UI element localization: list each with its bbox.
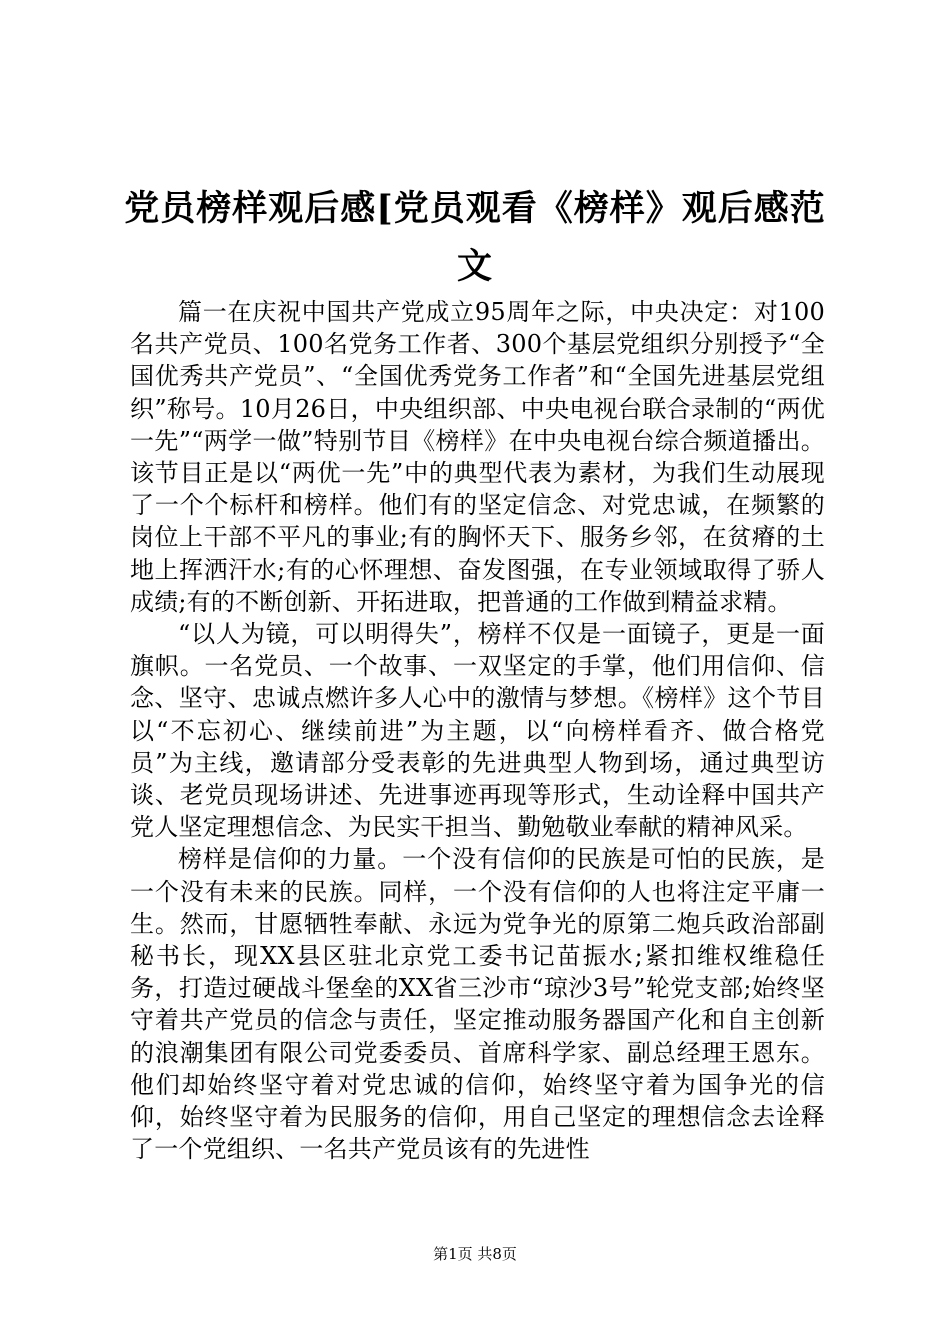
page-footer xyxy=(0,1244,950,1264)
paragraph-3: 榜样是信仰的力量。一个没有信仰的民族是可怕的民族，是一个没有未来的民族。同样，一个没有信仰的人也将注定平庸一生。然而，甘愿牺牲奉献、永远为党争光的原第二炮兵政治部副秘书长，现XX县区驻北京党工委书记苗振水;紧扣维权维稳任务，打造过硬战斗堡垒的XX省三沙市“琼沙3号”轮党支部;始终坚守着共产党员的信念与责任，坚定推动服务器国产化和自主创新的浪潮集团有限公司党委委员、首席科学家、副总经理王恩东。他们却始终坚守着对党忠诚的信仰，始终坚守着为国争光的信仰，始终坚守着为民服务的信仰，用自己坚定的理想信念去诠释了一个党组织、一名共产党员该有的先进性 xyxy=(130,845,825,1164)
paragraph-1: 篇一在庆祝中国共产党成立95周年之际，中央决定：对100名共产党员、100名党务工作者、300个基层党组织分别授予“全国优秀共产党员”、“全国优秀党务工作者”和“全国先进基层党组织”称号。10月26日，中央组织部、中央电视台联合录制的“两优一先”“两学一做”特别节目《榜样》在中央电视台综合频道播出。该节目正是以“两优一先”中的典型代表为素材，为我们生动展现了一个个标杆和榜样。他们有的坚定信念、对党忠诚，在频繁的岗位上干部不平凡的事业;有的胸怀天下、服务乡邻，在贫瘠的土地上挥洒汗水;有的心怀理想、奋发图强，在专业领域取得了骄人成绩;有的不断创新、开拓进取，把普通的工作做到精益求精。 xyxy=(130,298,825,616)
document-title: 党员榜样观后感[党员观看《榜样》观后感范文 xyxy=(124,188,826,287)
paragraph-2: “以人为镜，可以明得失”，榜样不仅是一面镜子，更是一面旗帜。一名党员、一个故事、一双坚定的手掌，他们用信仰、信念、坚守、忠诚点燃许多人心中的激情与梦想。《榜样》这个节目以“不忘初心、继续前进”为主题，以“向榜样看齐、做合格党员”为主线，邀请部分受表彰的先进典型人物到场，通过典型访谈、老党员现场讲述、先进事迹再现等形式，生动诠释中国共产党人坚定理想信念、为民实干担当、勤勉敬业奉献的精神风采。 xyxy=(130,620,825,842)
page-number: 第1页 共8页 xyxy=(433,1245,517,1263)
document-body xyxy=(130,296,825,1165)
